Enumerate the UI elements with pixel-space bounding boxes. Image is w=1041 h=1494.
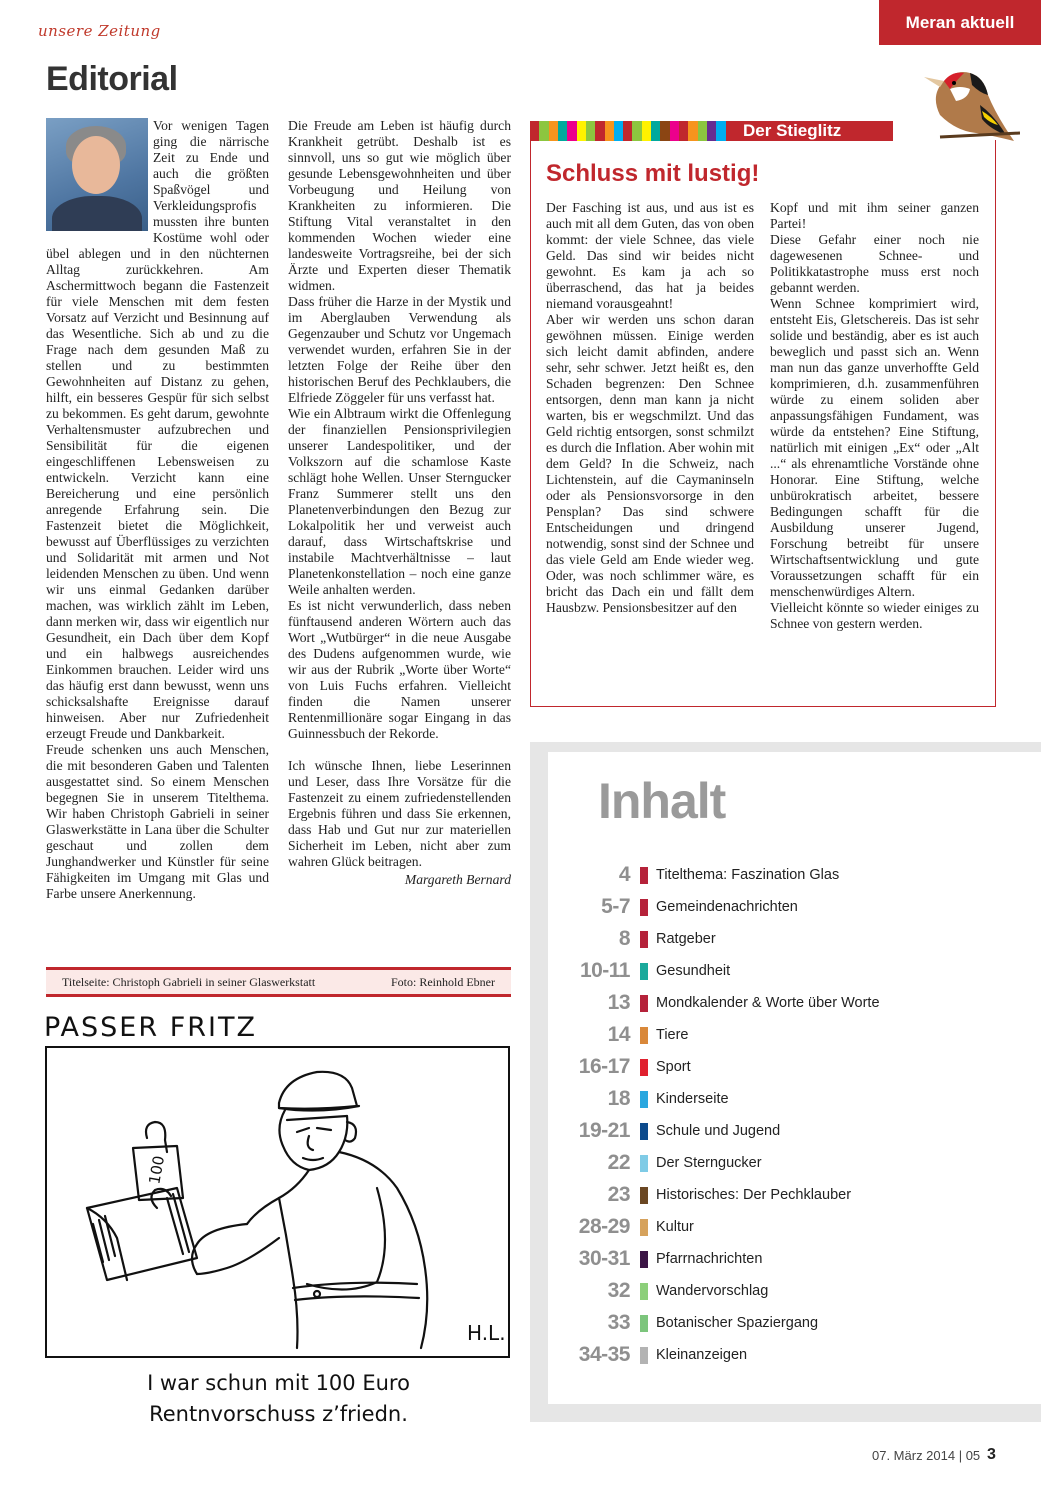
toc-row[interactable]	[548, 955, 1028, 987]
toc-row[interactable]	[548, 1339, 1028, 1371]
toc-row[interactable]	[548, 859, 1028, 891]
cartoon-title: PASSER FRITZ	[44, 1012, 257, 1043]
editorial-signature: Margareth Bernard	[404, 872, 511, 887]
toc-page-number: 23	[607, 1183, 630, 1206]
stripe-segment	[614, 121, 623, 141]
toc-row[interactable]	[548, 1211, 1028, 1243]
editorial-paragraph: Die Freude am Leben ist häufig durch Krankheit getrübt. Deshalb ist es sinnvoll, uns so gut wie möglich über gesunde Lebensgewohnheiten und über Vorbeugung und Heilung von Krankheiten zu informieren. Die Stiftung Vital veranstaltet in den kommenden Wochen wieder eine landesweite Vortragsreihe, bei der sich Ärzte und Experten dieser Thematik widmen.	[288, 118, 511, 293]
toc-row[interactable]	[548, 987, 1028, 1019]
stieglitz-tab: Der Stieglitz	[735, 121, 893, 141]
stripe-segment	[623, 121, 632, 141]
toc-color-marker	[640, 1123, 648, 1140]
stripe-segment	[567, 121, 576, 141]
toc-row[interactable]	[548, 1019, 1028, 1051]
toc-label: Kinderseite	[656, 1091, 729, 1107]
banknote-value: 100	[145, 1154, 169, 1186]
stieglitz-paragraph: Aber wir werden uns schon daran gewöhnen müssen. Einige werden sich leicht damit abfinden, andere sehr, sehr schwer. Jetzt heißt es, den Schaden begrenzen: Den Schnee entsorgen, denn man kann ja nicht warten, bis er wegschmilzt. Und das Geld richtig entsorgen, sonst schmilzt es durch die Inflation. Aber wohin mit dem Geld? In die Schweiz, nach Lichtenstein, auf die Caymaninseln oder als Pensionsvorsorge in den Pensplan? Das sind schwere Entscheidungen und dringend notwendig, sonst sind der Schnee und das viele Geld am Ende wieder weg. Oder, was noch schlimmer wäre, es bricht das Dach ein und fällt dem Hausbzw. Pensionsbesitzer auf den	[546, 312, 755, 615]
stieglitz-column-2	[770, 200, 979, 632]
editorial-spacer	[288, 742, 511, 758]
toc-color-marker	[640, 931, 648, 948]
table-of-contents	[548, 859, 1028, 1371]
toc-label: Sport	[656, 1059, 691, 1075]
stripe-segment	[539, 121, 548, 141]
cover-caption-text: Titelseite: Christoph Gabrieli in seiner Glaswerkstatt	[62, 974, 316, 989]
stieglitz-paragraph: Der Fasching ist aus, und aus ist es auch mit all dem Guten, das von oben kommt: der viele Schnee, das viele Geld. Das sind wir beides nicht gewohnt. Es kam ja ach so überraschend, das hat ja beides niemand vorausgeahnt!	[546, 200, 754, 311]
stripe-segment	[558, 121, 567, 141]
stieglitz-column-1	[546, 200, 754, 616]
toc-page-number: 34-35	[578, 1343, 630, 1366]
editorial-paragraph: Ich wünsche Ihnen, liebe Leserinnen und Leser, dass Ihre Vorsätze für die Fastenzeit zu einem zufriedenstellenden Ergebnis führen und dass Sie erkennen, dass Hab und Gut nur zur materiellen Sicherheit im Leben, nicht aber zum wahren Glück beitragen.	[288, 758, 511, 869]
toc-color-marker	[640, 1155, 648, 1172]
stripe-segment	[530, 121, 539, 141]
toc-page-number: 4	[618, 863, 630, 886]
toc-color-marker	[640, 1347, 648, 1364]
issue-date: 07. März 2014 | 05	[872, 1448, 981, 1463]
toc-page-number: 16-17	[578, 1055, 630, 1078]
toc-page-number: 18	[607, 1087, 630, 1110]
page-number: 3	[987, 1446, 996, 1463]
toc-color-marker	[640, 1219, 648, 1236]
toc-label: Gemeindenachrichten	[656, 899, 798, 915]
toc-row[interactable]	[548, 1051, 1028, 1083]
cartoonist-signature: H.L.	[467, 1321, 506, 1345]
stripe-segment	[642, 121, 651, 141]
toc-label: Pfarrnachrichten	[656, 1251, 763, 1267]
stripe-segment	[698, 121, 707, 141]
toc-page-number: 28-29	[578, 1215, 630, 1238]
toc-color-marker	[640, 1251, 648, 1268]
toc-label: Gesundheit	[656, 963, 731, 979]
toc-color-marker	[640, 899, 648, 916]
toc-page-number: 8	[618, 927, 630, 950]
toc-row[interactable]	[548, 1115, 1028, 1147]
toc-color-marker	[640, 867, 648, 884]
toc-page-number: 30-31	[578, 1247, 630, 1270]
stieglitz-paragraph: Vielleicht könnte so wieder einiges zu Schnee von gestern werden.	[770, 600, 979, 631]
stripe-segment	[595, 121, 604, 141]
stripe-segment	[679, 121, 688, 141]
stripe-segment	[670, 121, 679, 141]
goldfinch-icon	[910, 55, 1020, 150]
stieglitz-headline: Schluss mit lustig!	[546, 160, 760, 187]
stripe-segment	[707, 121, 716, 141]
toc-color-marker	[640, 1187, 648, 1204]
editorial-paragraph: Wie ein Albtraum wirkt die Offenlegung der finanziellen Pensionsprivilegien unserer Landespolitiker, und der Volkszorn auf die schamlose Kaste schlägt hohe Wellen. Unser Sterngucker Franz Summerer stellt uns den Planetenverbindungen den Bezug zur Lokalpolitik her und verweist auch darauf, dass Wirtschaftskrise und instabile Machtverhältnisse – laut Planetenkonstellation – noch eine ganze Weile anhalten werden.	[288, 406, 511, 597]
toc-label: Der Sterngucker	[656, 1155, 762, 1171]
toc-label: Botanischer Spaziergang	[656, 1315, 819, 1331]
toc-row[interactable]	[548, 1307, 1028, 1339]
stripe-segment	[632, 121, 641, 141]
toc-label: Wandervorschlag	[656, 1283, 769, 1299]
toc-color-marker	[640, 1091, 648, 1108]
cartoon-frame	[45, 1046, 510, 1358]
stieglitz-paragraph: Diese Gefahr einer noch nie dagewesenen Schnee- und Politikkatastrophe muss erst noch gebannt werden.	[770, 232, 979, 295]
stripe-segment	[660, 121, 669, 141]
toc-color-marker	[640, 1027, 648, 1044]
cover-caption-bar	[46, 967, 511, 997]
stripe-segment	[651, 121, 660, 141]
toc-color-marker	[640, 1283, 648, 1300]
toc-label: Mondkalender & Worte über Worte	[656, 995, 880, 1011]
cartoon-drawing	[47, 1048, 508, 1356]
editorial-paragraph: Es ist nicht verwunderlich, dass neben fünftausend anderen Wörtern auch das Wort „Wutbürger“ in die neue Ausgabe des Dudens aufgenommen wurde, wie wir aus der Rubrik „Worte über Worte“ von Luis Fuchs erfahren. Vielleicht finden die Namen unserer Rentenmillionäre sogar Eingang in das Guinnessbuch der Rekorde.	[288, 598, 511, 741]
photo-credit: Foto: Reinhold Ebner	[391, 974, 495, 989]
editorial-paragraph: Dass früher die Harze in der Mystik und im Aberglauben Verwendung als Gegenzauber und Schutz vor Ungemach verwendet wurden, erfahren Sie in der letzten Folge der Reihe über den historischen Beruf des Pechklaubers, die Elfriede Zöggeler für uns verfasst hat.	[288, 294, 511, 405]
toc-color-marker	[640, 1315, 648, 1332]
toc-page-number: 13	[607, 991, 630, 1014]
toc-page-number: 14	[607, 1023, 630, 1046]
toc-page-number: 19-21	[578, 1119, 630, 1142]
toc-page-number: 5-7	[601, 895, 630, 918]
editorial-column-2	[288, 118, 511, 888]
stripe-segment	[586, 121, 595, 141]
toc-label: Kultur	[656, 1219, 694, 1235]
stripe-segment	[605, 121, 614, 141]
stieglitz-paragraph: Wenn Schnee komprimiert wird, entsteht Eis, Gletschereis. Das ist sehr solide und beständig, aber es ist auch beweglich und passt sich an. Wenn man nun das ganze unverhoffte Geld komprimieren, d.h. zusammenführen würde zu einem soliden aber anpassungsfähigen Fundament, was würde da entstehen? Eine Stiftung, natürlich mit einigen „Ex“ oder „Alt ...“ als ehrenamtliche Vorstände ohne Honorar. Eine Stiftung, welche unbürokratisch arbeitet, bessere Bedingungen schafft für die Ausbildung unserer Jugend, Forschung betreibt für unsere Wirtschaftsentwicklung und gute Voraussetzungen schafft für ein menschenwürdiges Altern.	[770, 296, 979, 599]
editorial-paragraph: Vor wenigen Tagen ging die närrische Zeit zu Ende und auch die größten Spaßvögel und Verkleidungsprofis mussten ihre bunten Kostüme wohl oder übel ablegen und in den nüchternen Alltag zurückkehren. Am Aschermittwoch begann die Fastenzeit für viele Menschen mit dem festen Vorsatz auf Verzicht und Besinnung auf das Wesentliche. Sich ab und zu die Frage nach dem gesunden Maß zu stellen und zu bestimmten Gewohnheiten auf Distanz zu gehen, hilft, ein besseres Gespür für sich selbst zu bekommen. Es geht darum, gewohnte Verhaltensmuster aufzubrechen und Sensibilität für die eigenen eingeschliffenen Lebensweisen zu entwickeln. Verzicht kann eine Bereicherung und eine persönlich anregende Erfahrung sein. Die Fastenzeit bietet die Möglichkeit, bewusst auf Überflüssiges zu verzichten und Solidarität mit armen und Not leidenden Menschen zu üben. Und wenn wir uns einmal Gedanken darüber machen, was wirklich zählt im Leben, dann merken wir, dass wir eigentlich nur Gesundheit, ein Dach über dem Kopf und ein halbwegs ausreichendes Einkommen brauchen. Leider wird uns das häufig erst dann bewusst, wenn uns schicksalshafte Ereignisse darauf hinweisen. Aber nur Zufriedenheit erzeugt Freude und Dankbarkeit.	[46, 118, 269, 741]
toc-row[interactable]	[548, 891, 1028, 923]
toc-row[interactable]	[548, 1147, 1028, 1179]
toc-label: Kleinanzeigen	[656, 1347, 748, 1363]
toc-row[interactable]	[548, 923, 1028, 955]
toc-row[interactable]	[548, 1083, 1028, 1115]
toc-label: Schule und Jugend	[656, 1123, 781, 1139]
stripe-segment	[549, 121, 558, 141]
toc-row[interactable]	[548, 1275, 1028, 1307]
stripe-segment	[688, 121, 697, 141]
stieglitz-paragraph: Kopf und mit ihm seiner ganzen Partei!	[770, 200, 979, 231]
editorial-title: Editorial	[46, 60, 178, 98]
stripe-segment	[726, 121, 735, 141]
color-stripe	[530, 121, 735, 141]
toc-page-number: 33	[607, 1311, 630, 1334]
toc-page-number: 22	[607, 1151, 630, 1174]
toc-row[interactable]	[548, 1243, 1028, 1275]
stripe-segment	[577, 121, 586, 141]
toc-label: Ratgeber	[656, 931, 716, 947]
toc-color-marker	[640, 995, 648, 1012]
cartoon-caption	[46, 1368, 511, 1430]
section-tab: Meran aktuell	[879, 0, 1041, 45]
toc-label: Historisches: Der Pechklauber	[656, 1187, 852, 1203]
toc-page-number: 10-11	[579, 959, 630, 982]
cartoon-caption-line: Rentnvorschuss z’friedn.	[149, 1402, 408, 1426]
toc-row[interactable]	[548, 1179, 1028, 1211]
toc-page-number: 32	[607, 1279, 630, 1302]
toc-label: Titelthema: Faszination Glas	[656, 867, 840, 883]
toc-color-marker	[640, 963, 648, 980]
publication-logo: unsere Zeitung	[38, 22, 161, 40]
inhalt-title: Inhalt	[598, 773, 726, 829]
stripe-segment	[716, 121, 725, 141]
cartoon-caption-line: I war schun mit 100 Euro	[147, 1371, 410, 1395]
editorial-paragraph: Freude schenken uns auch Menschen, die mit besonderen Gaben und Talenten ausgestattet sind. So einem Menschen begegnen Sie in unserem Titelthema. Wir haben Christoph Gabrieli in seiner Glaswerkstätte in Lana über die Schulter geschaut und zollen dem Junghandwerker und Künstler für seine Fähigkeiten im Umgang mit Glas und Farbe unsere Anerkennung.	[46, 742, 269, 901]
toc-color-marker	[640, 1059, 648, 1076]
editorial-column-1	[46, 118, 269, 902]
toc-label: Tiere	[656, 1027, 689, 1043]
